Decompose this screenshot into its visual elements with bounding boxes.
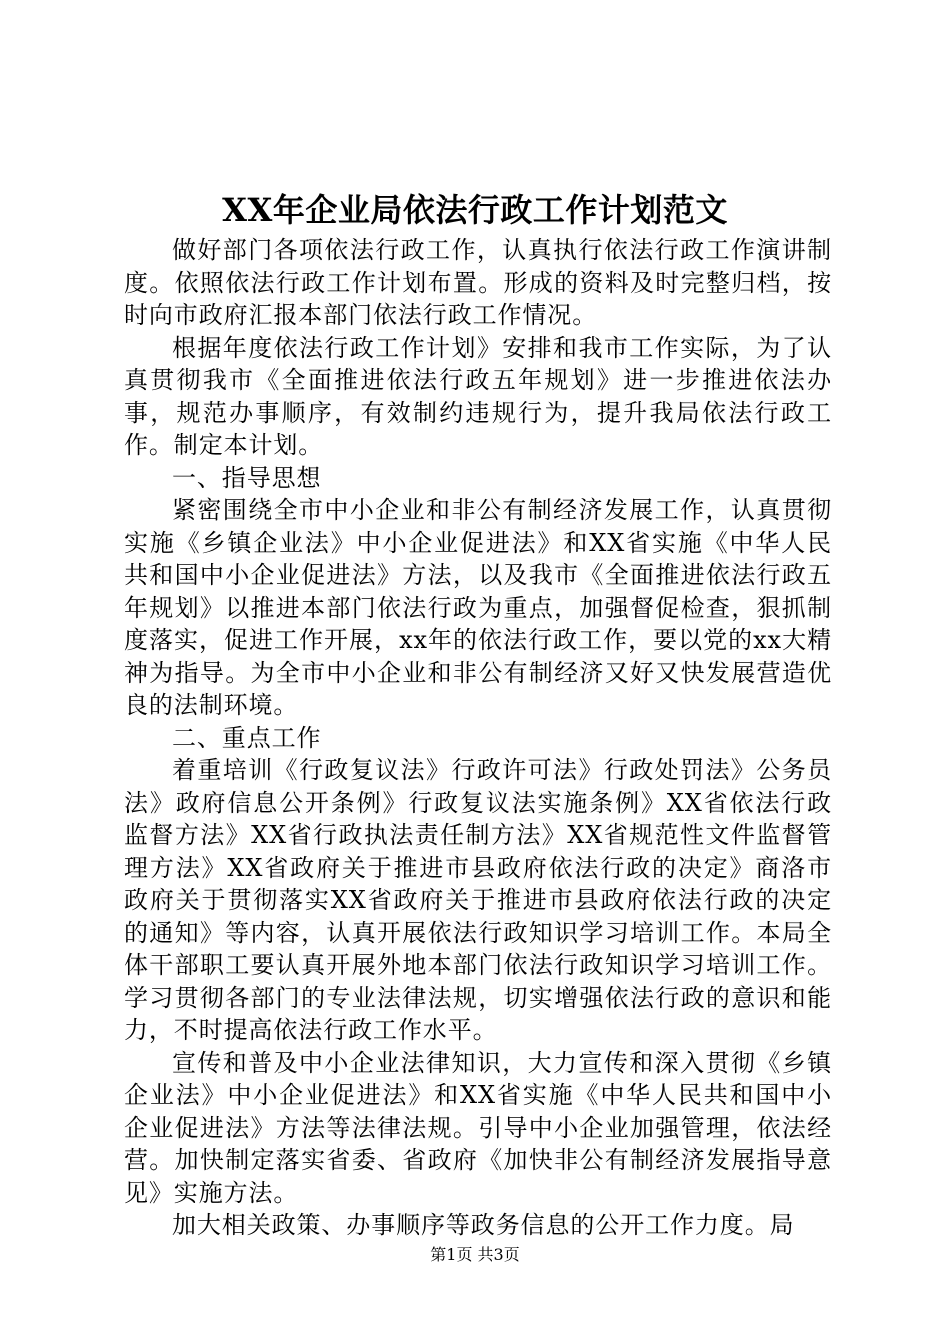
paragraph-6: 加大相关政策、办事顺序等政务信息的公开工作力度。局 (172, 1211, 795, 1239)
document-body (124, 234, 832, 1242)
paragraph-5: 宣传和普及中小企业法律知识，大力宣传和深入贯彻《乡镇企业法》中小企业促进法》和XX省实施《中华人民共和国中小企业促进法》方法等法律法规。引导中小企业加强管理，依法经营。加快制定落实省委、省政府《加快非公有制经济发展指导意见》实施方法。 (124, 1048, 832, 1207)
section-heading-guiding-thought: 一、指导思想 (172, 463, 322, 492)
paragraph-3: 紧密围绕全市中小企业和非公有制经济发展工作，认真贯彻实施《乡镇企业法》中小企业促进法》和XX省实施《中华人民共和国中小企业促进法》方法，以及我市《全面推进依法行政五年规划》以推进本部门依法行政为重点，加强督促检查，狠抓制度落实，促进工作开展，xx年的依法行政工作，要以党的xx大精神为指导。为全市中小企业和非公有制经济又好又快发展营造优良的法制环境。 (124, 496, 832, 719)
paragraph-2: 根据年度依法行政工作计划》安排和我市工作实际，为了认真贯彻我市《全面推进依法行政五年规划》进一步推进依法办事，规范办事顺序，有效制约违规行为，提升我局依法行政工作。制定本计划。 (124, 333, 832, 459)
document-title: XX年企业局依法行政工作计划范文 (222, 191, 728, 229)
section-heading-key-work: 二、重点工作 (172, 723, 322, 752)
paragraph-1: 做好部门各项依法行政工作，认真执行依法行政工作演讲制度。依照依法行政工作计划布置。形成的资料及时完整归档，按时向市政府汇报本部门依法行政工作情况。 (124, 236, 832, 329)
paragraph-4: 着重培训《行政复议法》行政许可法》行政处罚法》公务员法》政府信息公开条例》行政复议法实施条例》XX省依法行政监督方法》XX省行政执法责任制方法》XX省规范性文件监督管理方法》XX省政府关于推进市县政府依法行政的决定》商洛市政府关于贯彻落实XX省政府关于推进市县政府依法行政的决定的通知》等内容，认真开展依法行政知识学习培训工作。本局全体干部职工要认真开展外地本部门依法行政知识学习培训工作。学习贯彻各部门的专业法律法规，切实增强依法行政的意识和能力，不时提高依法行政工作水平。 (124, 756, 832, 1044)
page-footer: 第1页 共3页 (430, 1245, 520, 1264)
